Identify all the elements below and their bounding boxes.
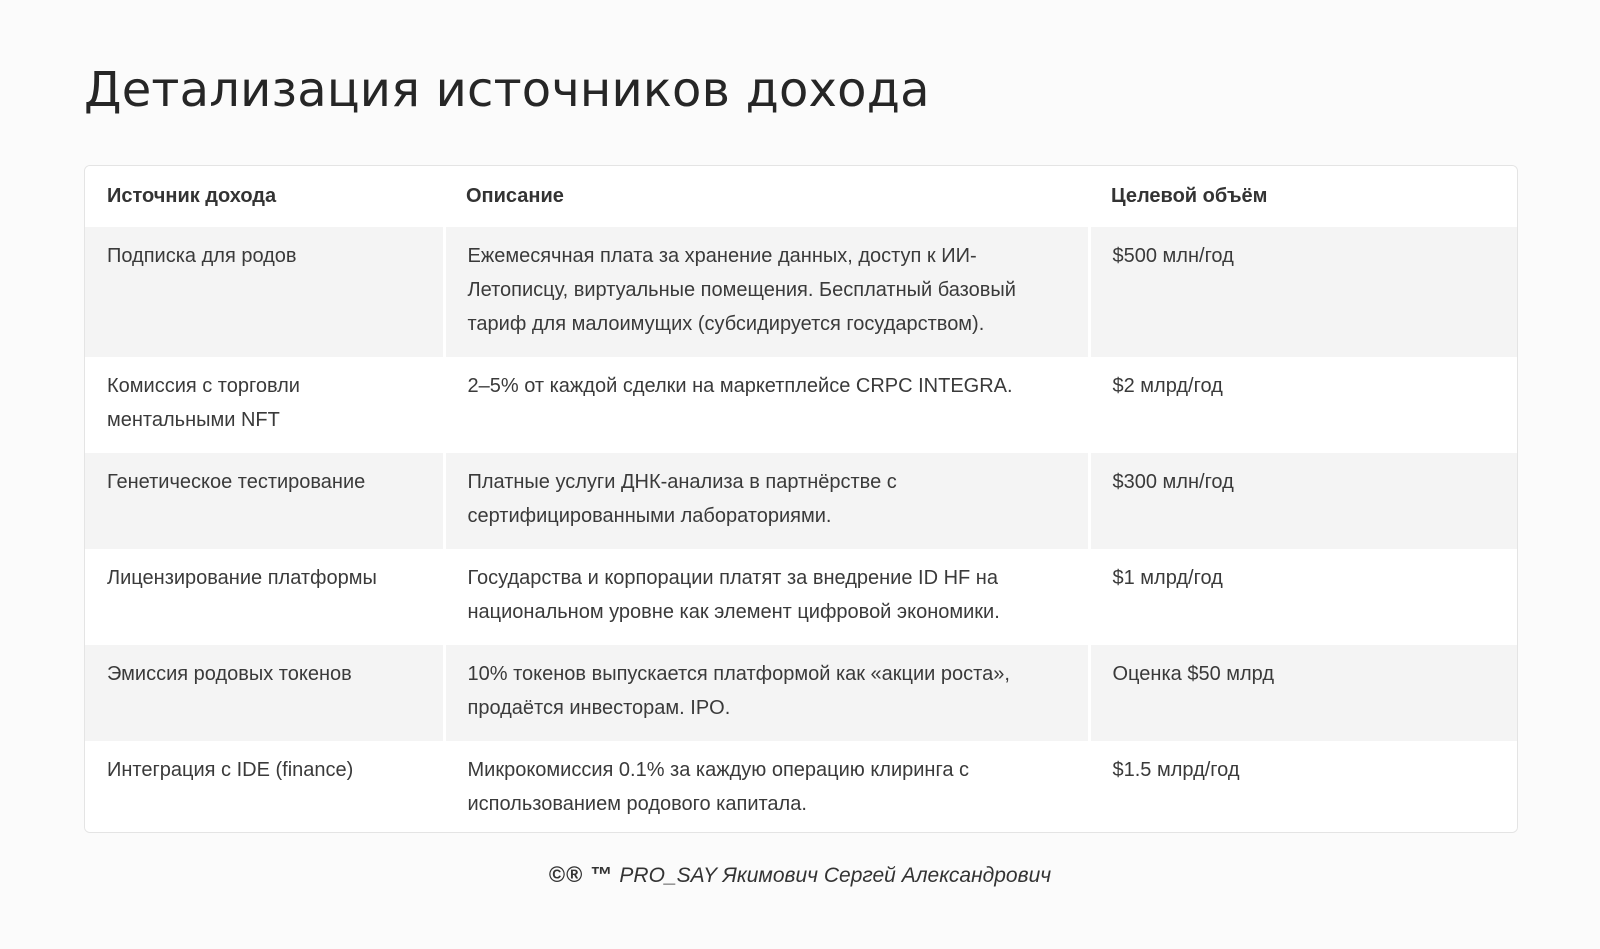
cell-target: $500 млн/год (1089, 227, 1518, 357)
cell-target: $1 млрд/год (1089, 549, 1518, 645)
table-row (85, 357, 1518, 453)
cell-description: 10% токенов выпускается платформой как «акции роста», продаётся инвесторам. IPO. (444, 645, 1089, 741)
page-title: Детализация источников дохода (84, 62, 930, 118)
footer-author: PRO_SAY Якимович Сергей Александрович (619, 864, 1052, 887)
header-target: Целевой объём (1089, 166, 1518, 227)
table-row (85, 741, 1518, 833)
cell-source: Комиссия с торговли ментальными NFT (85, 357, 444, 453)
cell-description: Ежемесячная плата за хранение данных, доступ к ИИ-Летописцу, виртуальные помещения. Бесплатный базовый тариф для малоимущих (субсидируется государством). (444, 227, 1089, 357)
cell-target: $2 млрд/год (1089, 357, 1518, 453)
cell-target: $300 млн/год (1089, 453, 1518, 549)
revenue-sources-table (84, 165, 1518, 833)
table-row (85, 453, 1518, 549)
cell-source: Интеграция с IDE (finance) (85, 741, 444, 833)
header-source: Источник дохода (85, 166, 444, 227)
table-row (85, 549, 1518, 645)
table-row (85, 227, 1518, 357)
cell-source: Генетическое тестирование (85, 453, 444, 549)
cell-source: Лицензирование платформы (85, 549, 444, 645)
cell-description: 2–5% от каждой сделки на маркетплейсе CRPC INTEGRA. (444, 357, 1089, 453)
cell-target: Оценка $50 млрд (1089, 645, 1518, 741)
cell-description: Микрокомиссия 0.1% за каждую операцию клиринга с использованием родового капитала. (444, 741, 1089, 833)
cell-description: Государства и корпорации платят за внедрение ID HF на национальном уровне как элемент цифровой экономики. (444, 549, 1089, 645)
cell-description: Платные услуги ДНК-анализа в партнёрстве с сертифицированными лабораториями. (444, 453, 1089, 549)
copyright-trademark-marks: ©® ™ (548, 862, 614, 887)
header-description: Описание (444, 166, 1089, 227)
copyright-footer (0, 860, 1600, 891)
table-row (85, 645, 1518, 741)
cell-target: $1.5 млрд/год (1089, 741, 1518, 833)
table-header-row (85, 166, 1518, 227)
cell-source: Эмиссия родовых токенов (85, 645, 444, 741)
cell-source: Подписка для родов (85, 227, 444, 357)
